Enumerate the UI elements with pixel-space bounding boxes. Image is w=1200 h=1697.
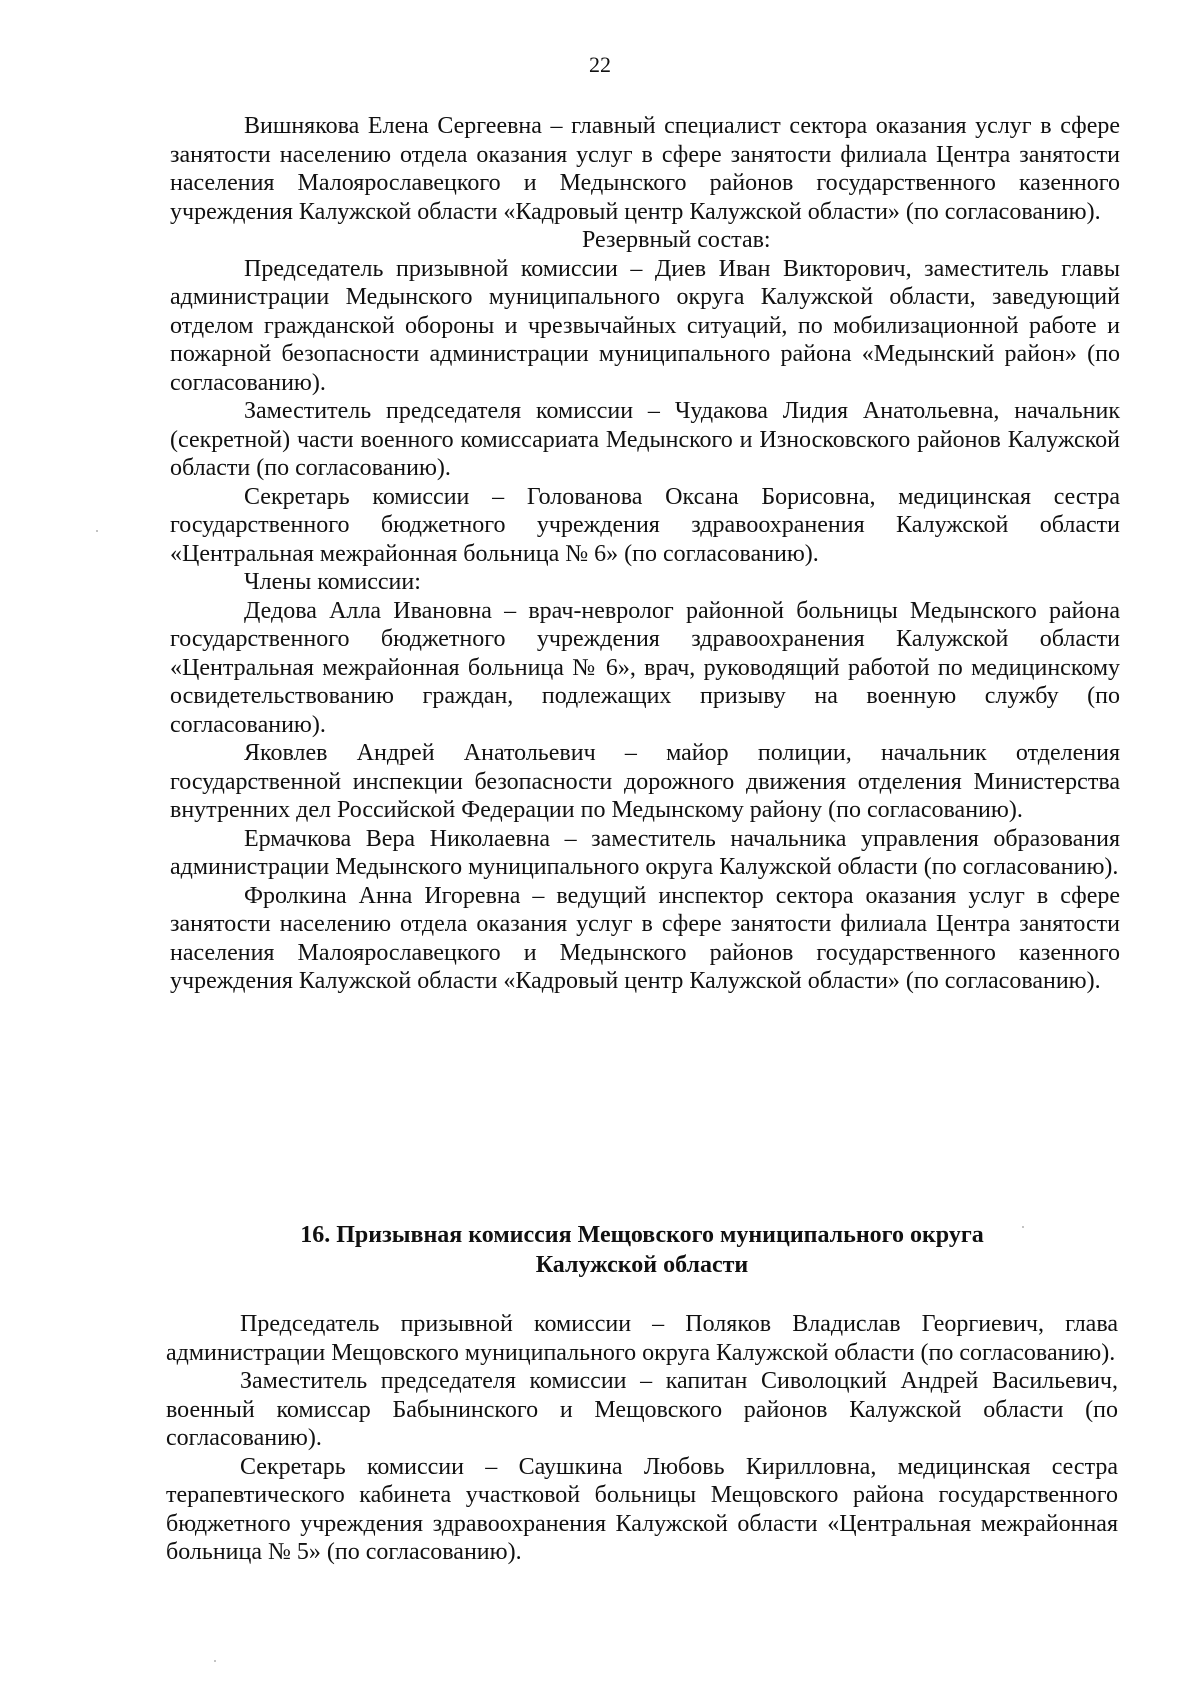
paragraph-vishnyakova: Вишнякова Елена Сергеевна – главный специалист сектора оказания услуг в сфере занятости населению отдела оказания услуг в сфере занятости филиала Центра занятости населения Малоярославецкого и Медынского районов государственного казенного учреждения Калужской области «Кадровый центр Калужской области» (по согласованию).: [170, 113, 1120, 225]
reserve-composition-heading: Резервный состав:: [582, 227, 771, 253]
section-16-heading-line2: Калужской области: [535, 1252, 749, 1278]
paragraph-16-chairman: Председатель призывной комиссии – Поляков Владислав Георгиевич, глава администрации Мещовского муниципального округа Калужской области (по согласованию).: [166, 1311, 1118, 1366]
paragraph-member-frolkina: Фролкина Анна Игоревна – ведущий инспектор сектора оказания услуг в сфере занятости населению отдела оказания услуг в сфере занятости филиала Центра занятости населения Малоярославецкого и Медынского районов государственного казенного учреждения Калужской области «Кадровый центр Калужской области» (по согласованию).: [170, 882, 1120, 994]
section-16-heading: [166, 1220, 1118, 1280]
paragraph-16-deputy: Заместитель председателя комиссии – капитан Сиволоцкий Андрей Васильевич, военный комиссар Бабынинского и Мещовского районов Калужской области (по согласованию).: [166, 1368, 1118, 1451]
members-heading: Члены комиссии:: [244, 569, 421, 595]
scan-speck: [214, 1660, 216, 1662]
paragraph-reserve-secretary: Секретарь комиссии – Голованова Оксана Борисовна, медицинская сестра государственного бюджетного учреждения здравоохранения Калужской области «Центральная межрайонная больница № 6» (по согласованию).: [170, 483, 1120, 567]
section-16-heading-line1: 16. Призывная комиссия Мещовского муниципального округа: [300, 1222, 984, 1248]
paragraph-reserve-deputy: Заместитель председателя комиссии – Чудакова Лидия Анатольевна, начальник (секретной) части военного комиссариата Медынского и Износковского районов Калужской области (по согласованию).: [170, 398, 1120, 481]
commission-16-body: [166, 1310, 1118, 1567]
page-number: 22: [589, 52, 611, 77]
paragraph-member-dedova: Дедова Алла Ивановна – врач-невролог районной больницы Медынского района государственного бюджетного учреждения здравоохранения Калужской области «Центральная межрайонная больница № 6», врач, руководящий работой по медицинскому освидетельствованию граждан, подлежащих призыву на военную службу (по согласованию).: [170, 597, 1120, 738]
scan-speck: [96, 530, 98, 532]
paragraph-reserve-chairman: Председатель призывной комиссии – Диев Иван Викторович, заместитель главы администрации Медынского муниципального округа Калужской области, заведующий отделом гражданской обороны и чрезвычайных ситуаций, по мобилизационной работе и пожарной безопасности администрации муниципального района «Медынский район» (по согласованию).: [170, 255, 1120, 396]
paragraph-member-yakovlev: Яковлев Андрей Анатольевич – майор полиции, начальник отделения государственной инспекции безопасности дорожного движения отделения Министерства внутренних дел Российской Федерации по Медынскому району (по согласованию).: [170, 740, 1120, 823]
scan-speck: [1022, 1226, 1024, 1228]
commission-15-continuation: [170, 112, 1120, 996]
paragraph-member-ermachkova: Ермачкова Вера Николаевна – заместитель начальника управления образования администрации Медынского муниципального округа Калужской области (по согласованию).: [170, 825, 1120, 880]
paragraph-16-secretary: Секретарь комиссии – Саушкина Любовь Кирилловна, медицинская сестра терапевтического кабинета участковой больницы Мещовского района государственного бюджетного учреждения здравоохранения Калужской области «Центральная межрайонная больница № 5» (по согласованию).: [166, 1453, 1118, 1565]
